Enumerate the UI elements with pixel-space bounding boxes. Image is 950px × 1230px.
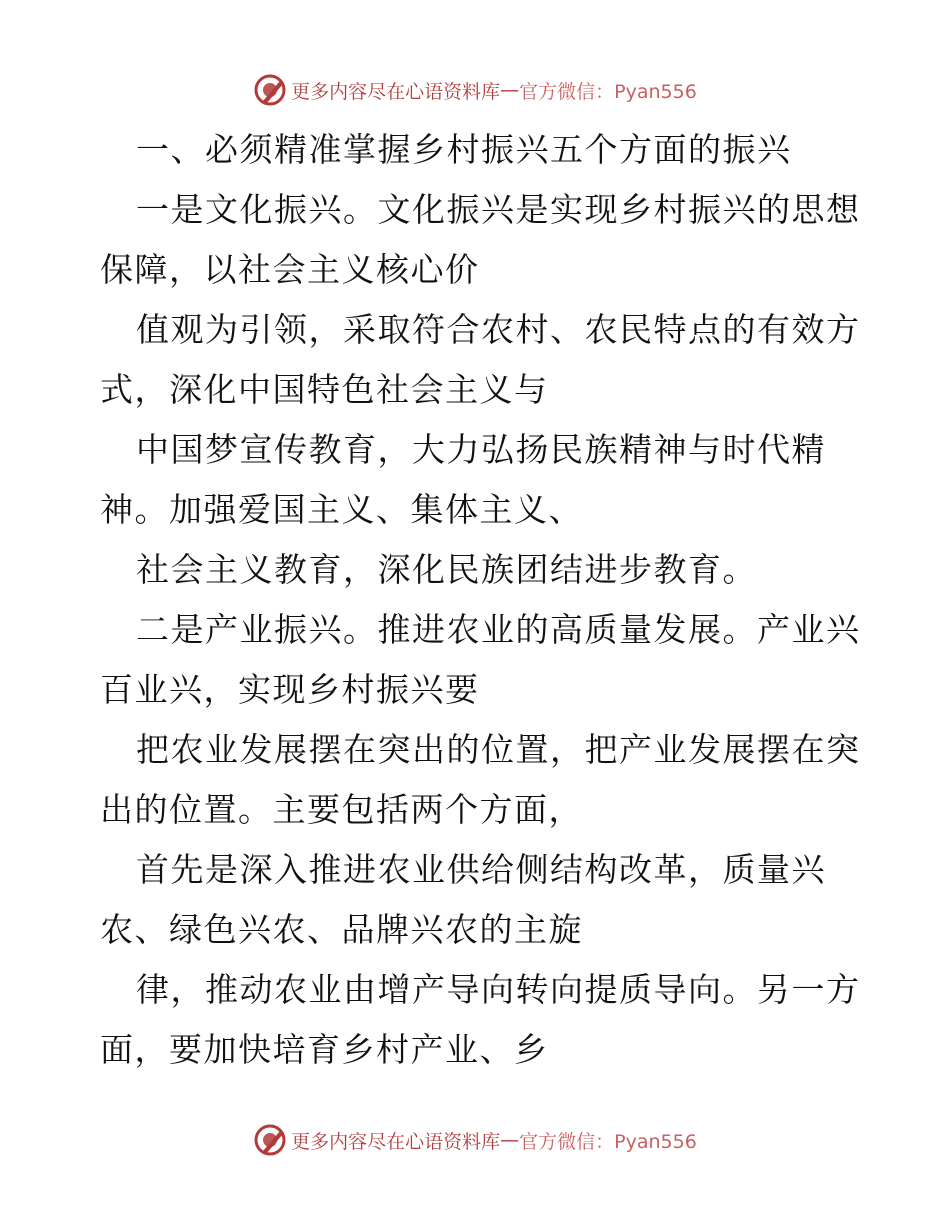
paragraph-line: 神。加强爱国主义、集体主义、	[100, 490, 583, 529]
paragraph-line: 首先是深入推进农业供给侧结构改革，质量兴	[136, 850, 826, 889]
paragraph-line: 出的位置。主要包括两个方面，	[100, 790, 583, 829]
paragraph-line: 中国梦宣传教育，大力弘扬民族精神与时代精	[136, 430, 826, 469]
paragraph-line: 农、绿色兴农、品牌兴农的主旋	[100, 910, 583, 949]
footer-wechat-label: 官方微信：Pyan556	[519, 1130, 697, 1153]
header-banner	[0, 70, 950, 110]
paragraph-line: 一是文化振兴。文化振兴是实现乡村振兴的思想	[136, 190, 861, 229]
document-body	[100, 120, 860, 1080]
paragraph-line: 社会主义教育，深化民族团结进步教育。	[136, 550, 757, 589]
paragraph-line: 保障，以社会主义核心价	[100, 250, 480, 289]
paragraph-line: 把农业发展摆在突出的位置，把产业发展摆在突	[136, 730, 861, 769]
section-heading: 一、必须精准掌握乡村振兴五个方面的振兴	[136, 130, 792, 169]
header-wechat-label: 官方微信：Pyan556	[519, 80, 697, 103]
footer-banner	[0, 1120, 950, 1160]
brand-logo-icon	[253, 73, 287, 107]
header-separator: —	[500, 79, 520, 101]
footer-slogan: 更多内容尽在心语资料库	[291, 1130, 501, 1153]
paragraph-line: 百业兴，实现乡村振兴要	[100, 670, 480, 709]
paragraph-line: 二是产业振兴。推进农业的高质量发展。产业兴	[136, 610, 861, 649]
paragraph-line: 面，要加快培育乡村产业、乡	[100, 1030, 549, 1069]
paragraph-line: 值观为引领，采取符合农村、农民特点的有效方	[136, 310, 861, 349]
header-slogan: 更多内容尽在心语资料库	[291, 80, 501, 103]
paragraph-line: 式，深化中国特色社会主义与	[100, 370, 549, 409]
paragraph-line: 律，推动农业由增产导向转向提质导向。另一方	[136, 970, 861, 1009]
brand-logo-icon	[253, 1123, 287, 1157]
footer-separator: —	[500, 1129, 520, 1151]
